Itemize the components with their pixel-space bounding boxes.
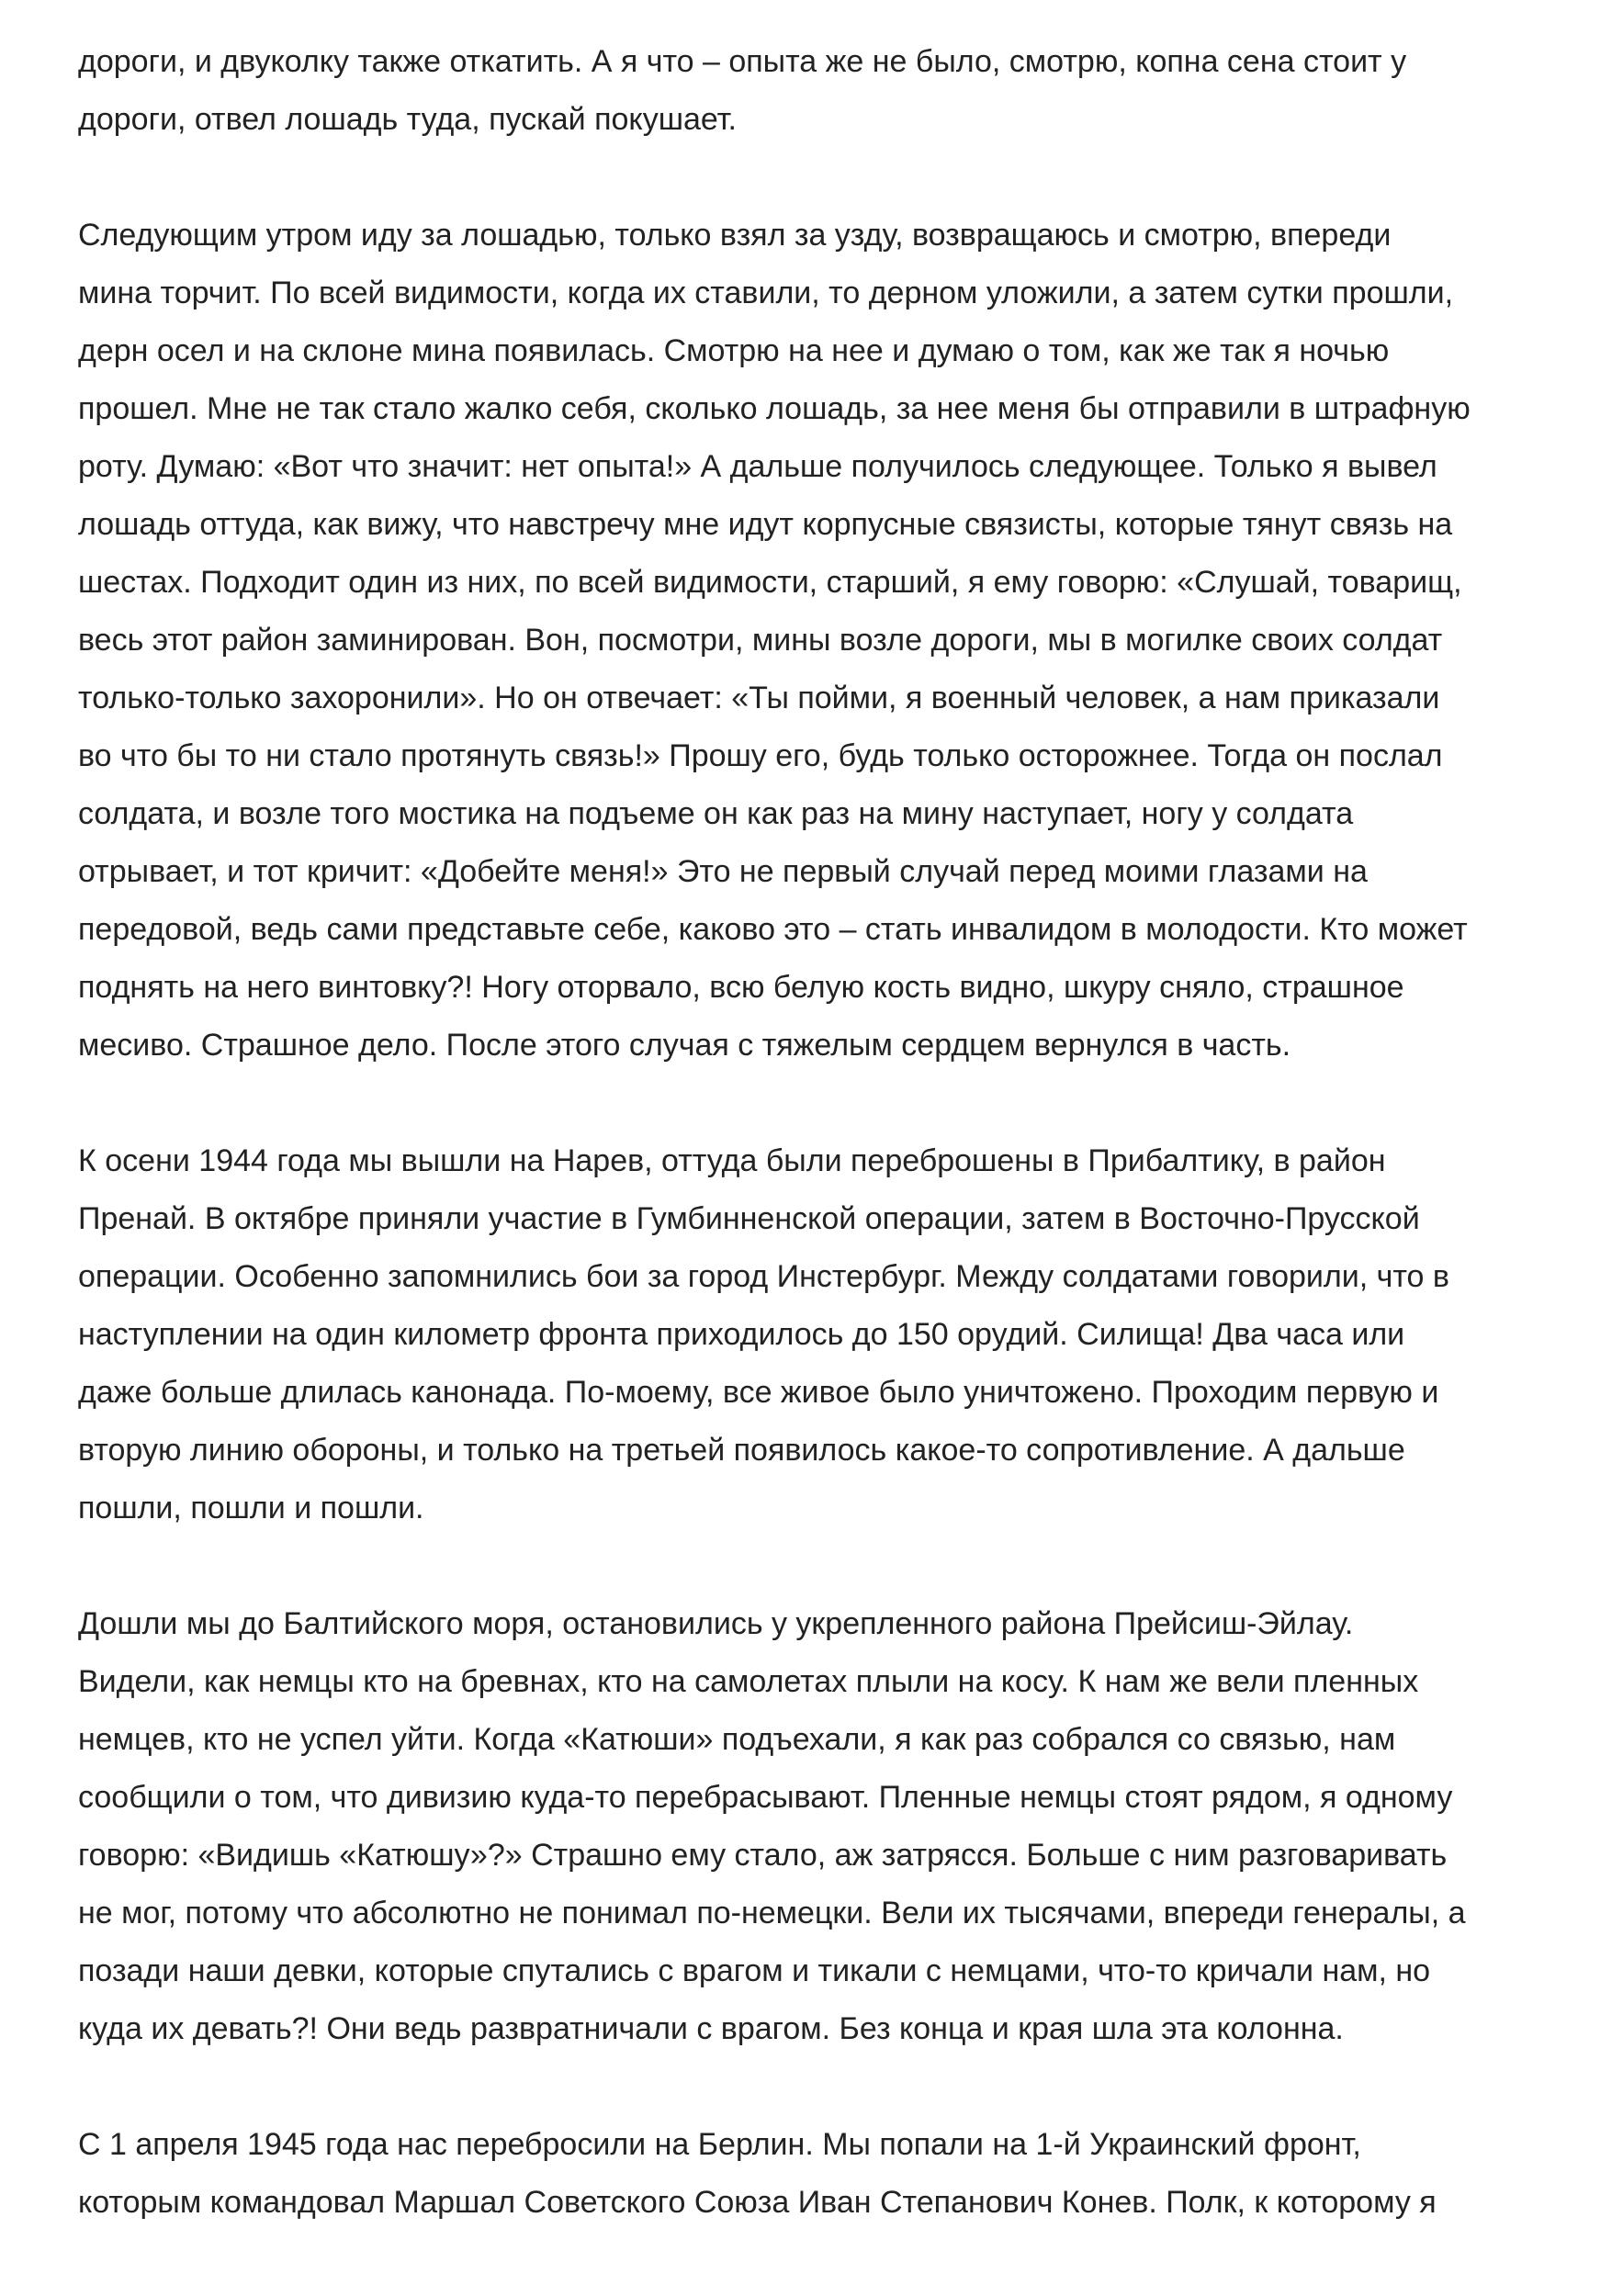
text-line: Следующим утром иду за лошадью, только взял за узду, возвращаюсь и смотрю, впереди [78, 218, 1392, 253]
text-line: поднять на него винтовку?! Ногу оторвало, всю белую кость видно, шкуру сняло, страшное [78, 970, 1404, 1005]
text-line: прошел. Мне не так стало жалко себя, сколько лошадь, за нее меня бы отправили в штрафную [78, 391, 1471, 426]
text-line: операции. Особенно запомнились бои за город Инстербург. Между солдатами говорили, что в [78, 1259, 1449, 1294]
text-line: сообщили о том, что дивизию куда-то перебрасывают. Пленные немцы стоят рядом, я одному [78, 1780, 1453, 1815]
text-line: Видели, как немцы кто на бревнах, кто на самолетах плыли на косу. К нам же вели пленных [78, 1664, 1419, 1699]
text-line: немцев, кто не успел уйти. Когда «Катюши» подъехали, я как раз собрался со связью, нам [78, 1722, 1396, 1757]
paragraph-3 [78, 1132, 1557, 1537]
paragraph-5 [78, 2116, 1557, 2232]
text-line: отрывает, и тот кричит: «Добейте меня!» Это не первый случай перед моими глазами на [78, 854, 1368, 889]
paragraph-1 [78, 33, 1557, 149]
text-line: шестах. Подходит один из них, по всей видимости, старший, я ему говорю: «Слушай, товарищ, [78, 565, 1462, 600]
paragraph-4 [78, 1595, 1557, 2058]
text-line: куда их девать?! Они ведь развратничали с врагом. Без конца и края шла эта колонна. [78, 2011, 1344, 2046]
text-line: говорю: «Видишь «Катюшу»?» Страшно ему стало, аж затрясся. Больше с ним разговаривать [78, 1838, 1448, 1873]
text-line: которым командовал Маршал Советского Союза Иван Степанович Конев. Полк, к которому я [78, 2185, 1437, 2220]
text-line: дороги, отвел лошадь туда, пускай покушает. [78, 102, 737, 137]
text-line: К осени 1944 года мы вышли на Нарев, оттуда были переброшены в Прибалтику, в район [78, 1143, 1386, 1178]
text-line: весь этот район заминирован. Вон, посмотри, мины возле дороги, мы в могилке своих солдат [78, 623, 1443, 658]
text-line: даже больше длилась канонада. По-моему, все живое было уничтожено. Проходим первую и [78, 1375, 1439, 1410]
text-line: не мог, потому что абсолютно не понимал по-немецки. Вели их тысячами, впереди генералы, а [78, 1896, 1466, 1930]
text-line: вторую линию обороны, и только на третьей появилось какое-то сопротивление. А дальше [78, 1433, 1405, 1468]
text-line: С 1 апреля 1945 года нас перебросили на Берлин. Мы попали на 1-й Украинский фронт, [78, 2127, 1361, 2162]
text-line: месиво. Страшное дело. После этого случая с тяжелым сердцем вернулся в часть. [78, 1028, 1291, 1063]
text-line: мина торчит. По всей видимости, когда их ставили, то дерном уложили, а затем сутки прошли, [78, 276, 1454, 310]
text-line: пошли, пошли и пошли. [78, 1491, 424, 1525]
text-line: наступлении на один километр фронта приходилось до 150 орудий. Силища! Два часа или [78, 1317, 1405, 1352]
text-line: лошадь оттуда, как вижу, что навстречу мне идут корпусные связисты, которые тянут связь на [78, 507, 1453, 542]
text-line: позади наши девки, которые спутались с врагом и тикали с немцами, что-то кричали нам, но [78, 1953, 1431, 1988]
text-line: солдата, и возле того мостика на подъеме он как раз на мину наступает, ногу у солдата [78, 796, 1354, 831]
text-line: Дошли мы до Балтийского моря, остановились у укрепленного района Прейсиш-Эйлау. [78, 1606, 1354, 1641]
text-line: Пренай. В октябре приняли участие в Гумбинненской операции, затем в Восточно-Прусской [78, 1201, 1420, 1236]
text-line: дороги, и двуколку также откатить. А я что – опыта же не было, смотрю, копна сена стоит у [78, 44, 1407, 79]
text-line: только-только захоронили». Но он отвечает: «Ты пойми, я военный человек, а нам приказали [78, 681, 1440, 715]
text-line: роту. Думаю: «Вот что значит: нет опыта!» А дальше получилось следующее. Только я вывел [78, 449, 1437, 484]
text-line: передовой, ведь сами представьте себе, каково это – стать инвалидом в молодости. Кто может [78, 912, 1468, 947]
paragraph-2 [78, 207, 1557, 1075]
text-line: дерн осел и на склоне мина появилась. Смотрю на нее и думаю о том, как же так я ночью [78, 333, 1390, 368]
text-line: во что бы то ни стало протянуть связь!» Прошу его, будь только осторожнее. Тогда он послал [78, 738, 1443, 773]
document-page [78, 33, 1557, 2232]
